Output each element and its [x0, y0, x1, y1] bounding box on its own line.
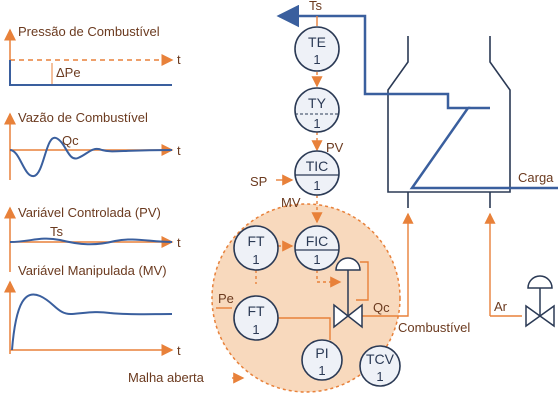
- flow-curve: [10, 138, 172, 176]
- chart-manipulated-variable: [10, 263, 181, 358]
- air-valve: [526, 276, 554, 326]
- instrument-ft-upper: [234, 226, 278, 270]
- t-label: t: [177, 143, 181, 158]
- instrument-ty: [295, 88, 339, 132]
- label-qc: Qc: [373, 300, 390, 315]
- label-ar: Ar: [494, 299, 507, 314]
- svg-text:PI: PI: [315, 345, 329, 361]
- svg-text:FT: FT: [247, 233, 265, 249]
- svg-text:1: 1: [318, 363, 326, 378]
- svg-text:TIC: TIC: [305, 158, 329, 174]
- t-label: t: [177, 343, 181, 358]
- label-sp: SP: [250, 174, 268, 189]
- mv-curve: [12, 294, 172, 350]
- svg-text:TY: TY: [308, 95, 326, 111]
- instrument-tic: [295, 151, 339, 195]
- curve-label: Qc: [62, 133, 79, 148]
- svg-text:1: 1: [376, 369, 384, 384]
- instrument-fic: [295, 226, 339, 270]
- t-label: t: [177, 235, 181, 250]
- label-malha-aberta: Malha aberta: [128, 370, 204, 385]
- svg-text:TE: TE: [308, 34, 326, 50]
- label-combustivel: Combustível: [398, 320, 471, 335]
- label-carga: Carga: [518, 170, 554, 185]
- svg-text:1: 1: [313, 252, 321, 267]
- chart-title: Variável Manipulada (MV): [18, 263, 167, 278]
- instrument-ft-lower: [234, 296, 278, 340]
- svg-text:1: 1: [313, 52, 321, 67]
- furnace: [388, 36, 510, 208]
- svg-text:TCV: TCV: [366, 351, 394, 367]
- instrument-tcv: [360, 346, 400, 386]
- svg-text:1: 1: [313, 178, 321, 193]
- instrument-pi: [302, 340, 342, 380]
- chart-fuel-flow: [10, 110, 181, 180]
- chart-fuel-pressure: [10, 24, 181, 85]
- label-mv: MV: [281, 195, 301, 210]
- svg-text:FT: FT: [247, 303, 265, 319]
- t-label: t: [177, 52, 181, 67]
- label-pv: PV: [326, 140, 344, 155]
- svg-text:FIC: FIC: [305, 233, 329, 249]
- chart-title: Variável Controlada (PV): [18, 205, 161, 220]
- svg-text:1: 1: [252, 322, 260, 337]
- label-pe: Pe: [218, 291, 234, 306]
- label-ts: Ts: [309, 0, 322, 13]
- instrument-te: [295, 27, 339, 71]
- pressure-curve: [10, 60, 172, 85]
- curve-label: Ts: [50, 224, 63, 239]
- svg-text:1: 1: [252, 252, 260, 267]
- svg-text:1: 1: [313, 116, 321, 131]
- chart-title: Vazão de Combustível: [18, 110, 148, 125]
- chart-controlled-variable: [10, 205, 181, 272]
- chart-title: Pressão de Combustível: [18, 24, 160, 39]
- delta-label: ΔPe: [56, 65, 81, 80]
